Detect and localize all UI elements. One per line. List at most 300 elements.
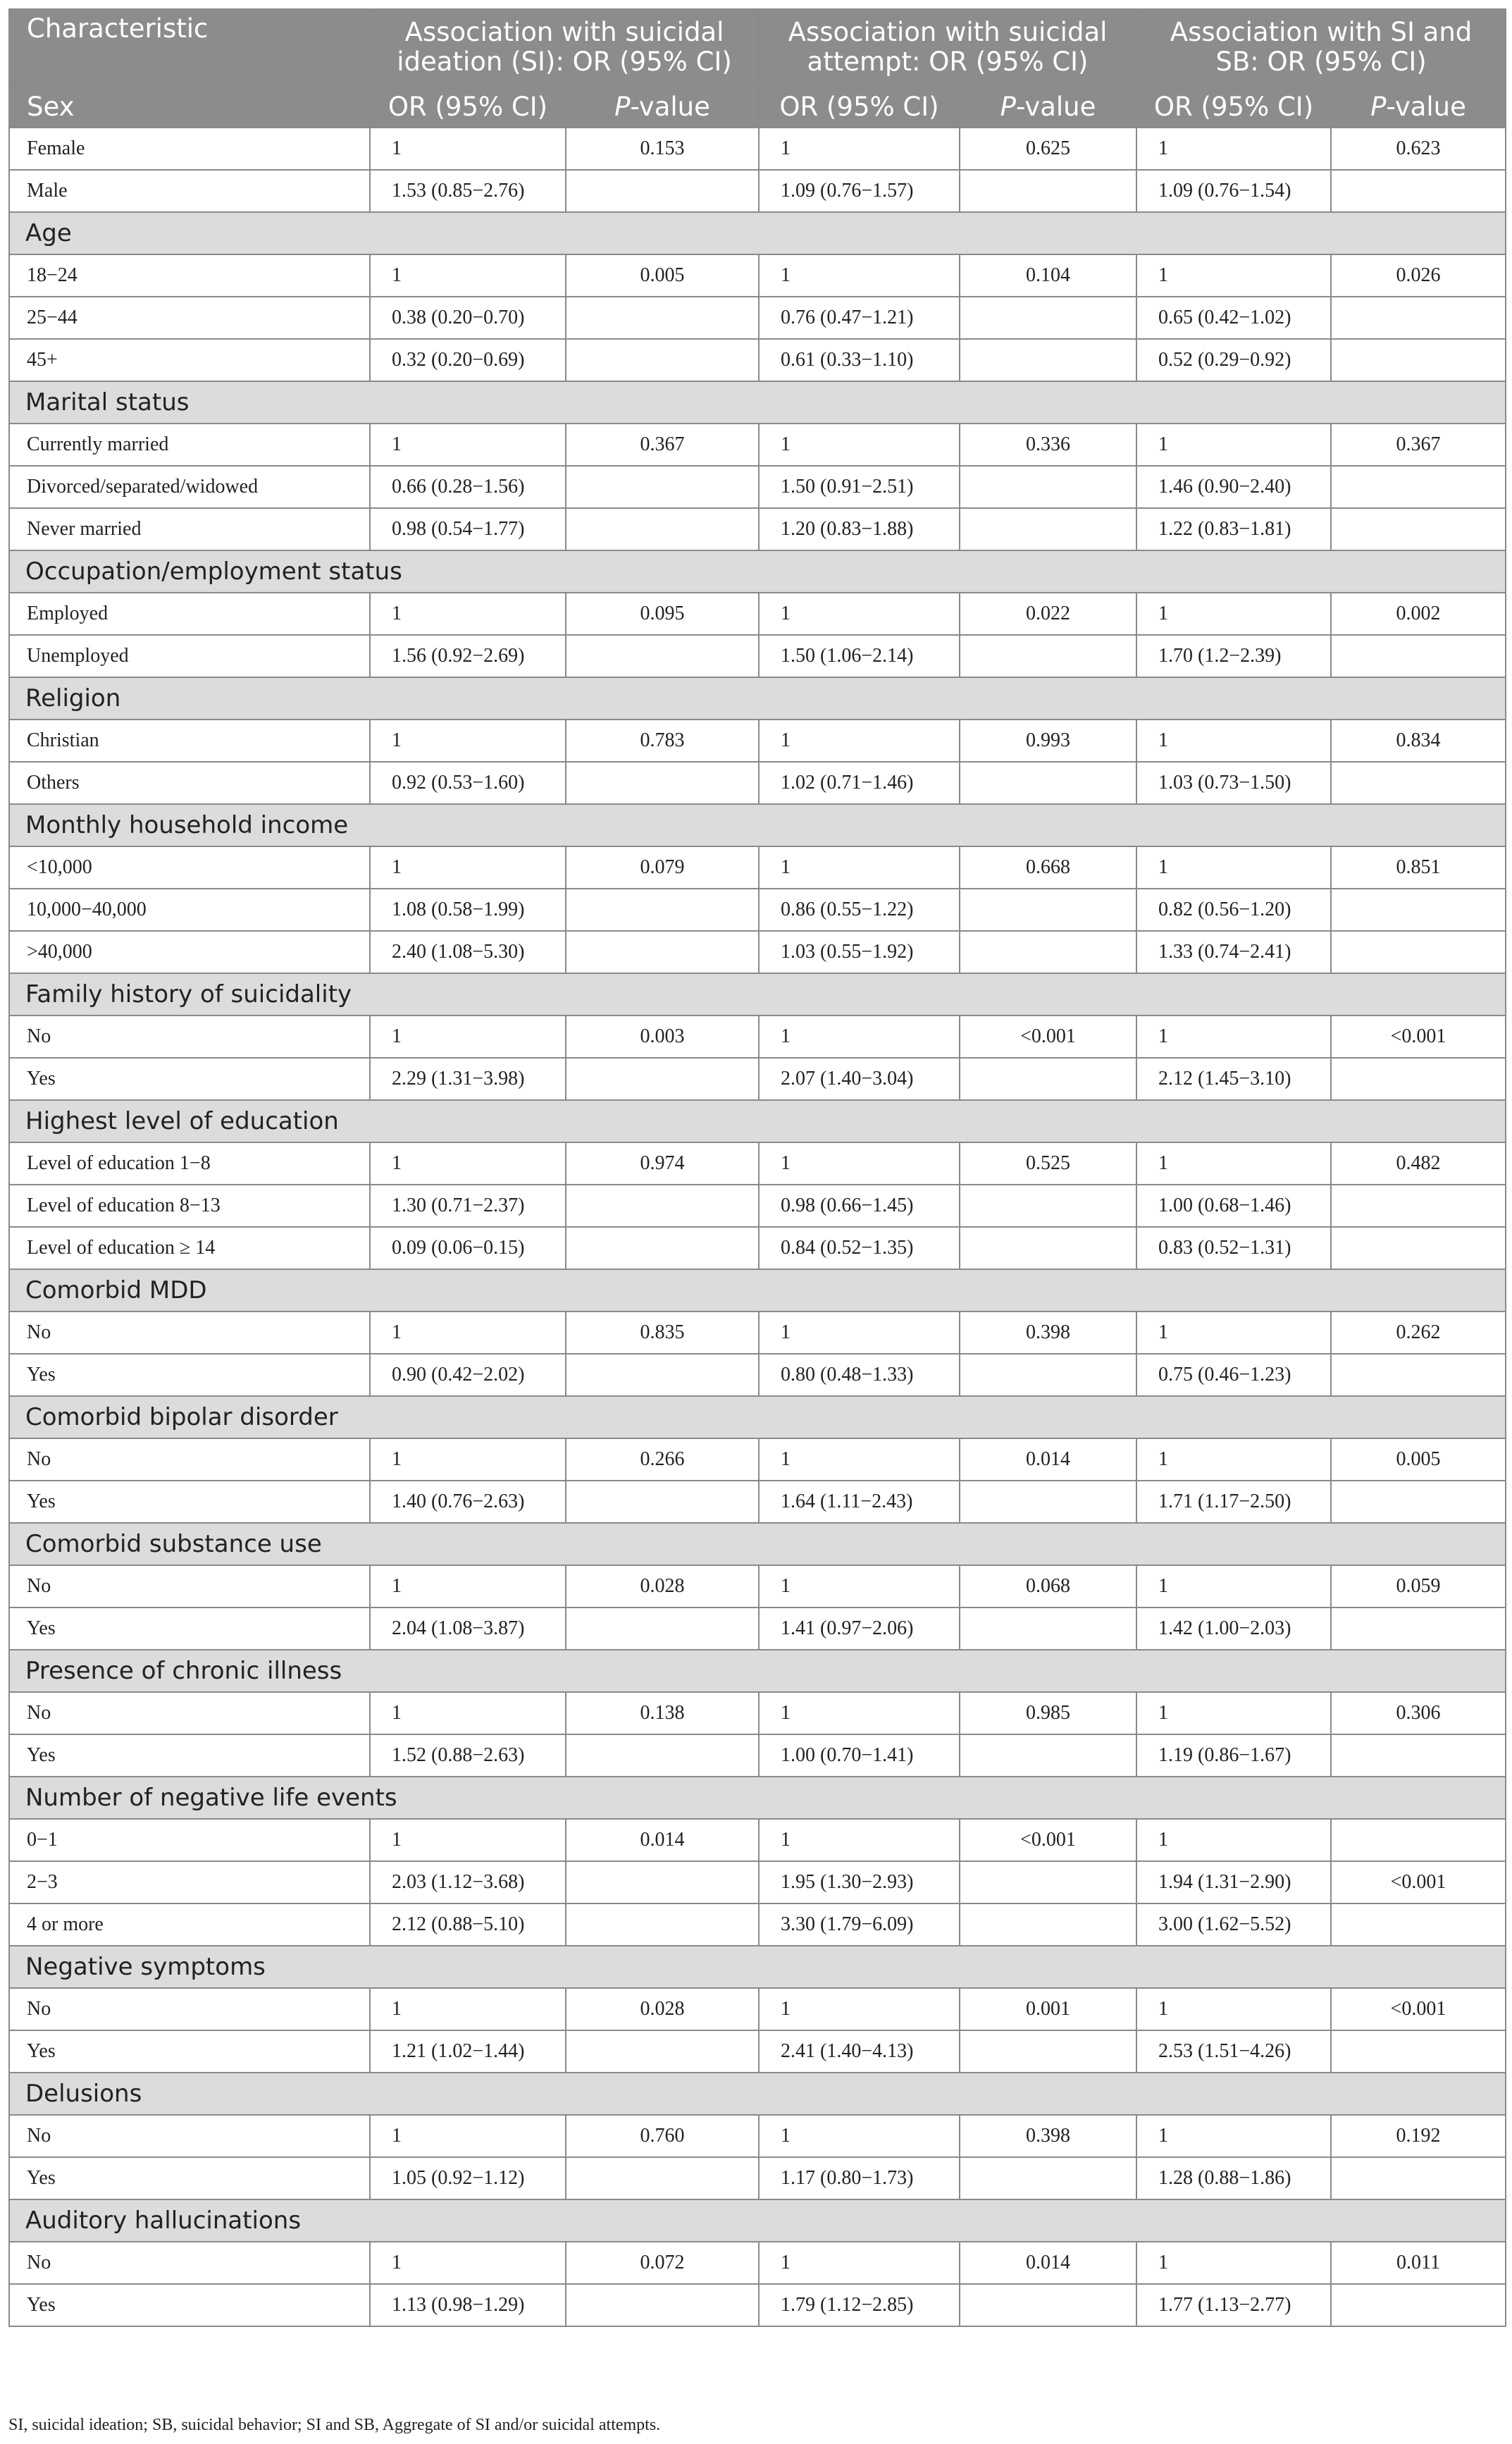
table-row xyxy=(9,1142,1506,1185)
table-row xyxy=(9,635,1506,677)
si-sb-or-cell: 1.28 (0.88−1.86) xyxy=(1136,2157,1331,2199)
sa-or-cell: 1.20 (0.83−1.88) xyxy=(759,508,960,550)
table-row xyxy=(9,593,1506,635)
section-header-row xyxy=(9,1777,1506,1819)
row-label: Currently married xyxy=(9,424,370,466)
si-or-cell: 1.56 (0.92−2.69) xyxy=(370,635,566,677)
row-label: No xyxy=(9,1692,370,1734)
si-or-cell: 1 xyxy=(370,1819,566,1861)
si-sb-or-cell: 3.00 (1.62−5.52) xyxy=(1136,1903,1331,1946)
sa-p-value-cell xyxy=(960,931,1136,973)
row-label: Yes xyxy=(9,1734,370,1777)
sa-p-value-cell xyxy=(960,297,1136,339)
sa-or-cell: 1.02 (0.71−1.46) xyxy=(759,762,960,804)
si-p-value-cell: 0.974 xyxy=(566,1142,759,1185)
section-title: Age xyxy=(9,212,1506,254)
si-or-cell: 1 xyxy=(370,846,566,889)
table-row xyxy=(9,889,1506,931)
sa-p-value-cell xyxy=(960,1185,1136,1227)
table-row xyxy=(9,931,1506,973)
row-label: 45+ xyxy=(9,339,370,381)
si-p-value-cell: 0.005 xyxy=(566,254,759,297)
si-sb-p-value-cell xyxy=(1331,1607,1506,1650)
table-row xyxy=(9,720,1506,762)
si-or-cell: 1 xyxy=(370,2115,566,2157)
si-sb-p-value-cell xyxy=(1331,2157,1506,2199)
si-p-value-cell xyxy=(566,466,759,508)
sa-p-value-cell: 0.104 xyxy=(960,254,1136,297)
sa-or-cell: 1 xyxy=(759,593,960,635)
si-sb-p-value-cell xyxy=(1331,170,1506,212)
table-row xyxy=(9,1734,1506,1777)
table-row xyxy=(9,466,1506,508)
si-p-value-cell xyxy=(566,297,759,339)
table-row xyxy=(9,2157,1506,2199)
sa-or-cell: 3.30 (1.79−6.09) xyxy=(759,1903,960,1946)
si-sb-p-value-cell xyxy=(1331,466,1506,508)
si-sb-p-value-cell xyxy=(1331,339,1506,381)
si-p-value-cell: 0.153 xyxy=(566,128,759,170)
si-p-value-cell xyxy=(566,1185,759,1227)
si-or-cell: 1 xyxy=(370,1438,566,1481)
sa-or-cell: 1.00 (0.70−1.41) xyxy=(759,1734,960,1777)
si-sb-p-value-cell xyxy=(1331,297,1506,339)
sa-p-value-cell: 0.985 xyxy=(960,1692,1136,1734)
row-label: Yes xyxy=(9,1058,370,1100)
si-p-value-cell xyxy=(566,2157,759,2199)
section-title: Occupation/employment status xyxy=(9,550,1506,593)
sa-or-cell: 1 xyxy=(759,128,960,170)
si-sb-or-cell: 1.22 (0.83−1.81) xyxy=(1136,508,1331,550)
sa-or-cell: 1 xyxy=(759,1565,960,1607)
table-row xyxy=(9,1903,1506,1946)
section-header-row xyxy=(9,804,1506,846)
table-row xyxy=(9,1607,1506,1650)
si-sb-p-value-cell xyxy=(1331,1058,1506,1100)
p-italic: P xyxy=(1000,91,1016,122)
si-sb-p-value-cell: 0.005 xyxy=(1331,1438,1506,1481)
si-p-value-cell: 0.835 xyxy=(566,1312,759,1354)
sa-or-cell: 1 xyxy=(759,1988,960,2030)
si-sb-p-value-cell: 0.623 xyxy=(1331,128,1506,170)
sa-p-value-cell xyxy=(960,1481,1136,1523)
p-suffix: -value xyxy=(630,91,710,122)
si-sb-p-value-cell xyxy=(1331,931,1506,973)
si-or-cell: 1 xyxy=(370,2242,566,2284)
si-sb-or-cell: 1 xyxy=(1136,1819,1331,1861)
si-p-value-cell xyxy=(566,1734,759,1777)
header-or-si: OR (95% CI) xyxy=(370,85,566,128)
si-or-cell: 0.90 (0.42−2.02) xyxy=(370,1354,566,1396)
si-sb-or-cell: 1.00 (0.68−1.46) xyxy=(1136,1185,1331,1227)
si-or-cell: 1.30 (0.71−2.37) xyxy=(370,1185,566,1227)
si-or-cell: 0.09 (0.06−0.15) xyxy=(370,1227,566,1269)
si-p-value-cell: 0.266 xyxy=(566,1438,759,1481)
row-label: Yes xyxy=(9,1354,370,1396)
table-row xyxy=(9,2242,1506,2284)
sa-or-cell: 1 xyxy=(759,2242,960,2284)
table-row xyxy=(9,2030,1506,2073)
table-row xyxy=(9,1819,1506,1861)
si-or-cell: 1 xyxy=(370,1565,566,1607)
si-sb-or-cell: 1 xyxy=(1136,720,1331,762)
section-title: Number of negative life events xyxy=(9,1777,1506,1819)
si-p-value-cell: 0.367 xyxy=(566,424,759,466)
p-italic: P xyxy=(1370,91,1387,122)
si-p-value-cell xyxy=(566,635,759,677)
row-label: Never married xyxy=(9,508,370,550)
table-row xyxy=(9,339,1506,381)
si-sb-or-cell: 1 xyxy=(1136,1312,1331,1354)
si-or-cell: 2.29 (1.31−3.98) xyxy=(370,1058,566,1100)
sa-p-value-cell: 0.014 xyxy=(960,2242,1136,2284)
si-sb-p-value-cell xyxy=(1331,1354,1506,1396)
sa-p-value-cell xyxy=(960,508,1136,550)
sa-p-value-cell: 0.398 xyxy=(960,1312,1136,1354)
table-row xyxy=(9,170,1506,212)
sa-or-cell: 1.64 (1.11−2.43) xyxy=(759,1481,960,1523)
sa-p-value-cell: <0.001 xyxy=(960,1016,1136,1058)
si-sb-p-value-cell: <0.001 xyxy=(1331,1988,1506,2030)
si-sb-or-cell: 1 xyxy=(1136,2115,1331,2157)
sa-p-value-cell: <0.001 xyxy=(960,1819,1136,1861)
si-p-value-cell xyxy=(566,2030,759,2073)
section-header-row xyxy=(9,1946,1506,1988)
si-sb-or-cell: 1.03 (0.73−1.50) xyxy=(1136,762,1331,804)
si-sb-p-value-cell xyxy=(1331,2030,1506,2073)
si-p-value-cell: 0.783 xyxy=(566,720,759,762)
sa-or-cell: 0.86 (0.55−1.22) xyxy=(759,889,960,931)
sa-p-value-cell xyxy=(960,339,1136,381)
si-or-cell: 1 xyxy=(370,128,566,170)
si-sb-or-cell: 1.42 (1.00−2.03) xyxy=(1136,1607,1331,1650)
row-label: 18−24 xyxy=(9,254,370,297)
si-sb-p-value-cell: <0.001 xyxy=(1331,1861,1506,1903)
sa-or-cell: 0.98 (0.66−1.45) xyxy=(759,1185,960,1227)
si-p-value-cell xyxy=(566,1354,759,1396)
si-p-value-cell xyxy=(566,339,759,381)
si-sb-p-value-cell xyxy=(1331,1903,1506,1946)
row-label: Yes xyxy=(9,2284,370,2326)
row-label: Christian xyxy=(9,720,370,762)
si-sb-p-value-cell: 0.834 xyxy=(1331,720,1506,762)
section-title: Negative symptoms xyxy=(9,1946,1506,1988)
row-label: Level of education 8−13 xyxy=(9,1185,370,1227)
section-header-row xyxy=(9,1269,1506,1312)
si-sb-p-value-cell xyxy=(1331,1819,1506,1861)
header-characteristic: Characteristic xyxy=(9,9,370,85)
si-or-cell: 1 xyxy=(370,1016,566,1058)
si-or-cell: 1 xyxy=(370,1142,566,1185)
si-or-cell: 2.40 (1.08−5.30) xyxy=(370,931,566,973)
p-suffix: -value xyxy=(1386,91,1466,122)
section-title: Family history of suicidality xyxy=(9,973,1506,1016)
si-sb-p-value-cell xyxy=(1331,1227,1506,1269)
si-or-cell: 0.98 (0.54−1.77) xyxy=(370,508,566,550)
si-p-value-cell xyxy=(566,1607,759,1650)
sa-p-value-cell xyxy=(960,889,1136,931)
section-header-row xyxy=(9,677,1506,720)
sa-or-cell: 1.95 (1.30−2.93) xyxy=(759,1861,960,1903)
si-or-cell: 0.92 (0.53−1.60) xyxy=(370,762,566,804)
si-sb-or-cell: 1.71 (1.17−2.50) xyxy=(1136,1481,1331,1523)
section-header-row xyxy=(9,1100,1506,1142)
sa-or-cell: 2.41 (1.40−4.13) xyxy=(759,2030,960,2073)
si-sb-or-cell: 1 xyxy=(1136,1692,1331,1734)
sa-or-cell: 1 xyxy=(759,1312,960,1354)
row-label: Yes xyxy=(9,1607,370,1650)
si-sb-or-cell: 0.65 (0.42−1.02) xyxy=(1136,297,1331,339)
section-title: Comorbid MDD xyxy=(9,1269,1506,1312)
si-sb-or-cell: 1 xyxy=(1136,254,1331,297)
si-p-value-cell: 0.072 xyxy=(566,2242,759,2284)
header-first-section: Sex xyxy=(9,85,370,128)
sa-p-value-cell xyxy=(960,2157,1136,2199)
sa-or-cell: 1 xyxy=(759,1692,960,1734)
header-p-si-sb xyxy=(1331,85,1506,128)
header-row-subcolumns xyxy=(9,85,1506,128)
sa-or-cell: 1.50 (0.91−2.51) xyxy=(759,466,960,508)
row-label: Unemployed xyxy=(9,635,370,677)
si-or-cell: 1 xyxy=(370,593,566,635)
header-or-si-sb: OR (95% CI) xyxy=(1136,85,1331,128)
si-p-value-cell xyxy=(566,170,759,212)
table-row xyxy=(9,424,1506,466)
si-p-value-cell xyxy=(566,508,759,550)
si-sb-or-cell: 1.77 (1.13−2.77) xyxy=(1136,2284,1331,2326)
row-label: Level of education 1−8 xyxy=(9,1142,370,1185)
si-or-cell: 1.13 (0.98−1.29) xyxy=(370,2284,566,2326)
table-row xyxy=(9,1481,1506,1523)
sa-or-cell: 1.41 (0.97−2.06) xyxy=(759,1607,960,1650)
row-label: 4 or more xyxy=(9,1903,370,1946)
sa-p-value-cell xyxy=(960,2030,1136,2073)
section-header-row xyxy=(9,2199,1506,2242)
section-header-row xyxy=(9,1523,1506,1565)
si-sb-or-cell: 2.12 (1.45−3.10) xyxy=(1136,1058,1331,1100)
si-p-value-cell xyxy=(566,1903,759,1946)
si-sb-or-cell: 1 xyxy=(1136,593,1331,635)
table-row xyxy=(9,128,1506,170)
si-sb-or-cell: 1 xyxy=(1136,424,1331,466)
si-or-cell: 1 xyxy=(370,1988,566,2030)
si-or-cell: 1 xyxy=(370,254,566,297)
sa-p-value-cell: 0.336 xyxy=(960,424,1136,466)
si-sb-or-cell: 1.33 (0.74−2.41) xyxy=(1136,931,1331,973)
row-label: <10,000 xyxy=(9,846,370,889)
si-sb-p-value-cell xyxy=(1331,889,1506,931)
sa-or-cell: 1 xyxy=(759,720,960,762)
sa-p-value-cell xyxy=(960,1861,1136,1903)
table-row xyxy=(9,254,1506,297)
header-group-si-sb: Association with SI and SB: OR (95% CI) xyxy=(1136,9,1506,85)
si-or-cell: 1.53 (0.85−2.76) xyxy=(370,170,566,212)
row-label: No xyxy=(9,1312,370,1354)
section-header-row xyxy=(9,212,1506,254)
sa-or-cell: 1 xyxy=(759,846,960,889)
si-p-value-cell xyxy=(566,1481,759,1523)
section-title: Marital status xyxy=(9,381,1506,424)
table-row xyxy=(9,2115,1506,2157)
si-or-cell: 1.21 (1.02−1.44) xyxy=(370,2030,566,2073)
si-sb-or-cell: 1 xyxy=(1136,1016,1331,1058)
si-sb-p-value-cell: 0.367 xyxy=(1331,424,1506,466)
sa-or-cell: 1.09 (0.76−1.57) xyxy=(759,170,960,212)
si-sb-or-cell: 1 xyxy=(1136,1565,1331,1607)
row-label: Employed xyxy=(9,593,370,635)
si-sb-or-cell: 0.52 (0.29−0.92) xyxy=(1136,339,1331,381)
header-row-groups xyxy=(9,9,1506,85)
section-title: Auditory hallucinations xyxy=(9,2199,1506,2242)
results-table xyxy=(8,8,1506,2327)
sa-p-value-cell: 0.014 xyxy=(960,1438,1136,1481)
si-or-cell: 1.05 (0.92−1.12) xyxy=(370,2157,566,2199)
si-sb-or-cell: 0.75 (0.46−1.23) xyxy=(1136,1354,1331,1396)
si-sb-p-value-cell xyxy=(1331,1481,1506,1523)
p-suffix: -value xyxy=(1015,91,1096,122)
header-p-sa xyxy=(960,85,1136,128)
sa-or-cell: 1.17 (0.80−1.73) xyxy=(759,2157,960,2199)
section-title: Religion xyxy=(9,677,1506,720)
si-sb-p-value-cell xyxy=(1331,762,1506,804)
si-sb-or-cell: 0.83 (0.52−1.31) xyxy=(1136,1227,1331,1269)
si-p-value-cell xyxy=(566,762,759,804)
si-or-cell: 0.38 (0.20−0.70) xyxy=(370,297,566,339)
section-title: Highest level of education xyxy=(9,1100,1506,1142)
row-label: Male xyxy=(9,170,370,212)
section-header-row xyxy=(9,1396,1506,1438)
si-sb-p-value-cell: 0.306 xyxy=(1331,1692,1506,1734)
sa-p-value-cell: 0.022 xyxy=(960,593,1136,635)
si-or-cell: 1.08 (0.58−1.99) xyxy=(370,889,566,931)
section-title: Presence of chronic illness xyxy=(9,1650,1506,1692)
table-row xyxy=(9,1227,1506,1269)
sa-p-value-cell xyxy=(960,1227,1136,1269)
p-italic: P xyxy=(614,91,631,122)
si-sb-p-value-cell xyxy=(1331,1734,1506,1777)
section-title: Comorbid bipolar disorder xyxy=(9,1396,1506,1438)
si-or-cell: 1 xyxy=(370,424,566,466)
sa-or-cell: 0.76 (0.47−1.21) xyxy=(759,297,960,339)
sa-p-value-cell: 0.993 xyxy=(960,720,1136,762)
table-row xyxy=(9,762,1506,804)
si-sb-p-value-cell xyxy=(1331,1185,1506,1227)
si-p-value-cell xyxy=(566,1227,759,1269)
si-sb-p-value-cell xyxy=(1331,2284,1506,2326)
sa-p-value-cell: 0.068 xyxy=(960,1565,1136,1607)
si-sb-or-cell: 1.19 (0.86−1.67) xyxy=(1136,1734,1331,1777)
sa-or-cell: 1 xyxy=(759,424,960,466)
sa-p-value-cell: 0.001 xyxy=(960,1988,1136,2030)
section-header-row xyxy=(9,1650,1506,1692)
sa-or-cell: 0.80 (0.48−1.33) xyxy=(759,1354,960,1396)
si-sb-p-value-cell: 0.192 xyxy=(1331,2115,1506,2157)
section-title: Delusions xyxy=(9,2073,1506,2115)
sa-p-value-cell xyxy=(960,2284,1136,2326)
header-group-si: Association with suicidal ideation (SI): OR (95% CI) xyxy=(370,9,759,85)
row-label: Female xyxy=(9,128,370,170)
si-or-cell: 2.12 (0.88−5.10) xyxy=(370,1903,566,1946)
si-p-value-cell xyxy=(566,1861,759,1903)
sa-or-cell: 1.50 (1.06−2.14) xyxy=(759,635,960,677)
row-label: Level of education ≥ 14 xyxy=(9,1227,370,1269)
si-sb-p-value-cell xyxy=(1331,508,1506,550)
si-sb-p-value-cell xyxy=(1331,635,1506,677)
si-sb-or-cell: 1 xyxy=(1136,1142,1331,1185)
table-container xyxy=(8,8,1505,2327)
table-footnote: SI, suicidal ideation; SB, suicidal behavior; SI and SB, Aggregate of SI and/or suicidal attempts. xyxy=(8,2416,661,2434)
row-label: 0−1 xyxy=(9,1819,370,1861)
sa-p-value-cell xyxy=(960,1734,1136,1777)
section-title: Comorbid substance use xyxy=(9,1523,1506,1565)
si-or-cell: 0.32 (0.20−0.69) xyxy=(370,339,566,381)
sa-p-value-cell: 0.668 xyxy=(960,846,1136,889)
sa-p-value-cell: 0.398 xyxy=(960,2115,1136,2157)
table-row xyxy=(9,1988,1506,2030)
table-row xyxy=(9,1058,1506,1100)
sa-p-value-cell xyxy=(960,170,1136,212)
row-label: No xyxy=(9,1565,370,1607)
si-p-value-cell: 0.760 xyxy=(566,2115,759,2157)
table-body xyxy=(9,128,1506,2326)
table-row xyxy=(9,1185,1506,1227)
si-p-value-cell: 0.095 xyxy=(566,593,759,635)
row-label: 2−3 xyxy=(9,1861,370,1903)
row-label: 25−44 xyxy=(9,297,370,339)
si-p-value-cell xyxy=(566,889,759,931)
si-p-value-cell xyxy=(566,2284,759,2326)
si-sb-or-cell: 1 xyxy=(1136,1988,1331,2030)
si-sb-p-value-cell: 0.482 xyxy=(1331,1142,1506,1185)
row-label: No xyxy=(9,1016,370,1058)
row-label: Yes xyxy=(9,2157,370,2199)
si-sb-p-value-cell: <0.001 xyxy=(1331,1016,1506,1058)
sa-or-cell: 1.03 (0.55−1.92) xyxy=(759,931,960,973)
si-sb-or-cell: 1 xyxy=(1136,2242,1331,2284)
si-or-cell: 2.04 (1.08−3.87) xyxy=(370,1607,566,1650)
table-row xyxy=(9,1692,1506,1734)
si-sb-or-cell: 1 xyxy=(1136,846,1331,889)
table-row xyxy=(9,1312,1506,1354)
section-header-row xyxy=(9,550,1506,593)
si-or-cell: 1.40 (0.76−2.63) xyxy=(370,1481,566,1523)
section-header-row xyxy=(9,2073,1506,2115)
si-p-value-cell: 0.028 xyxy=(566,1988,759,2030)
sa-or-cell: 1 xyxy=(759,254,960,297)
table-row xyxy=(9,2284,1506,2326)
row-label: Divorced/separated/widowed xyxy=(9,466,370,508)
si-sb-or-cell: 1.70 (1.2−2.39) xyxy=(1136,635,1331,677)
sa-p-value-cell xyxy=(960,1058,1136,1100)
sa-or-cell: 2.07 (1.40−3.04) xyxy=(759,1058,960,1100)
sa-p-value-cell xyxy=(960,1607,1136,1650)
si-sb-p-value-cell: 0.011 xyxy=(1331,2242,1506,2284)
sa-p-value-cell: 0.625 xyxy=(960,128,1136,170)
table-row xyxy=(9,1861,1506,1903)
si-sb-p-value-cell: 0.851 xyxy=(1331,846,1506,889)
sa-or-cell: 1 xyxy=(759,1016,960,1058)
row-label: No xyxy=(9,1988,370,2030)
si-sb-or-cell: 1.94 (1.31−2.90) xyxy=(1136,1861,1331,1903)
row-label: No xyxy=(9,2115,370,2157)
si-or-cell: 1 xyxy=(370,1312,566,1354)
table-row xyxy=(9,1565,1506,1607)
si-sb-or-cell: 1.09 (0.76−1.54) xyxy=(1136,170,1331,212)
section-header-row xyxy=(9,973,1506,1016)
table-row xyxy=(9,846,1506,889)
si-or-cell: 0.66 (0.28−1.56) xyxy=(370,466,566,508)
si-p-value-cell: 0.079 xyxy=(566,846,759,889)
